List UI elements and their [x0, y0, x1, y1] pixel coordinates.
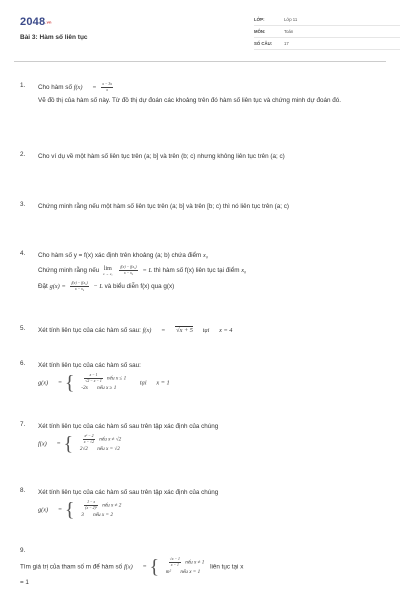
point: x = 1	[156, 379, 170, 387]
piecewise	[80, 434, 121, 454]
point: x = 4	[219, 327, 233, 334]
question-line	[38, 325, 382, 336]
denominator: x − 1	[170, 563, 179, 567]
numerator: x − 3x	[102, 82, 112, 86]
denominator: x − x₀	[75, 287, 85, 292]
numerator: x² − 2	[84, 434, 94, 438]
question-number: 9.	[20, 547, 26, 554]
question-body	[38, 250, 382, 292]
question-text: = 1	[20, 579, 29, 586]
question-text: thì hàm số f(x) liên tục tại điểm	[153, 267, 240, 275]
math-symbol: − L	[93, 283, 103, 291]
meta-key: MÔN:	[254, 29, 266, 34]
at-word: tại	[139, 379, 147, 387]
function-name: g(x)	[49, 283, 60, 291]
question-text: Chứng minh rằng nếu một hàm số liên tục trên (a; b] và trên [b; c) thì nó liên tục trên (a; c)	[38, 203, 289, 210]
question-text: Cho ví dụ về một hàm số liên tục trên (a; b] và trên (b; c) nhưng không liên tục trên (a; c)	[38, 153, 285, 160]
piecewise-line	[38, 500, 382, 520]
function-name: g(x)	[38, 506, 49, 514]
function-name: f(x)	[38, 440, 47, 448]
question-line	[38, 281, 382, 292]
expression: √x + 5	[176, 327, 193, 334]
limit	[103, 266, 113, 276]
meta-value: Lớp 11	[284, 17, 298, 22]
value: -2x	[81, 385, 88, 391]
equals-sign: =	[57, 506, 63, 514]
question-text: Chứng minh rằng nếu	[38, 267, 100, 275]
piecewise-row	[81, 373, 126, 384]
function-name: g(x)	[38, 379, 49, 387]
value: 2√2	[79, 446, 88, 452]
condition: nếu x = 2	[93, 512, 113, 518]
piecewise	[81, 373, 126, 393]
condition: nếu x ≤ 1	[107, 375, 127, 382]
question-line	[38, 265, 382, 276]
piecewise	[81, 500, 121, 520]
question-number: 1.	[20, 82, 26, 89]
header	[14, 12, 386, 56]
question-body	[20, 557, 382, 588]
condition: nếu x ≠ 1	[185, 559, 205, 566]
math-symbol: x₀	[241, 267, 247, 275]
numerator: 1 − x	[84, 500, 98, 506]
brace: {	[149, 556, 160, 578]
question-text: và biểu diễn f(x) qua g(x)	[104, 283, 175, 291]
limit-subscript: x → x₀	[103, 271, 113, 276]
header-divider	[14, 61, 386, 62]
numerator: f(x) − f(x₀)	[71, 281, 88, 286]
condition: nếu x = √2	[97, 446, 120, 452]
equals-sign: =	[142, 267, 147, 275]
limit-word: lim	[103, 265, 112, 272]
piecewise-row	[81, 384, 126, 393]
fraction	[101, 82, 113, 93]
brace: {	[64, 372, 75, 394]
fraction	[84, 500, 98, 511]
piecewise-line	[20, 557, 382, 577]
question-number: 3.	[20, 201, 26, 208]
fraction	[84, 373, 103, 384]
denominator: x − √2	[83, 440, 94, 444]
meta-key: LỚP:	[254, 17, 265, 22]
equals-sign: =	[61, 283, 66, 291]
denominator: √2 − x − 1	[85, 379, 102, 383]
logo-text: 2048	[20, 16, 46, 28]
question-text: Xét tính liên tục của các hàm số sau:	[38, 327, 141, 334]
question-body	[38, 325, 382, 336]
fraction	[119, 265, 137, 276]
equals-sign: =	[92, 84, 97, 92]
brace: {	[63, 433, 74, 455]
value: 3	[81, 512, 84, 518]
logo-suffix: .vn	[45, 19, 52, 25]
question-line	[38, 250, 382, 261]
brace: {	[64, 499, 75, 521]
piecewise-row	[166, 568, 205, 577]
piecewise-row	[166, 557, 205, 568]
piecewise-row	[81, 500, 121, 511]
piecewise	[166, 557, 205, 577]
question-number: 7.	[20, 421, 26, 428]
condition: nếu x ≠ √2	[99, 436, 122, 443]
meta-row-count	[254, 38, 400, 50]
fraction	[70, 281, 88, 292]
question-body	[38, 487, 382, 520]
condition: nếu x ≥ 1	[97, 385, 117, 391]
function-name: f(x)	[73, 84, 83, 92]
question-text: Vẽ đồ thị của hàm số này. Từ đồ thị dự đoán các khoảng trên đó hàm số liên tục và chứng minh dự đoán đó.	[38, 97, 341, 105]
document-title: Bài 3: Hàm số liên tục	[20, 34, 88, 41]
piecewise-line	[38, 434, 382, 454]
denominator: x − x₀	[123, 271, 134, 275]
meta-row-class	[254, 14, 400, 26]
equals-sign: =	[57, 379, 63, 387]
question-body	[38, 360, 382, 393]
meta-key: SỐ CÂU:	[254, 41, 273, 46]
function-name: f(x)	[142, 327, 152, 334]
piecewise-row	[80, 434, 121, 445]
meta-value: Toán	[284, 29, 294, 34]
numerator: x − 1	[84, 373, 103, 379]
question-number: 4.	[20, 250, 26, 257]
question-number: 5.	[20, 325, 26, 332]
meta-table	[254, 14, 400, 50]
question-body	[38, 421, 382, 454]
question-number: 6.	[20, 360, 26, 367]
condition: nếu x ≠ 2	[102, 502, 122, 509]
question-text: Đặt	[38, 283, 48, 291]
meta-value: 17	[284, 41, 289, 46]
question-body	[38, 151, 382, 162]
equals-sign: =	[56, 440, 61, 448]
equals-sign: =	[161, 327, 166, 334]
denominator: (x − 2)²	[85, 506, 97, 510]
question-line	[38, 82, 382, 93]
question-number: 2.	[20, 151, 26, 158]
site-logo[interactable]	[20, 16, 52, 28]
equals-sign: =	[142, 563, 147, 571]
condition: nếu x = 1	[180, 569, 201, 575]
fraction	[83, 434, 95, 445]
at-word: tại	[202, 327, 210, 334]
math-symbol: L	[148, 267, 152, 275]
fraction	[169, 557, 181, 568]
piecewise-row	[80, 445, 121, 454]
denominator: x	[106, 88, 108, 92]
math-symbol: x₀	[203, 252, 209, 259]
question-text: liên tục tại x	[210, 563, 244, 571]
question-body	[38, 82, 382, 106]
question-text: Cho hàm số	[38, 84, 72, 92]
meta-row-subject	[254, 26, 400, 38]
question-text: Xét tính liên tục của các hàm số sau trên tập xác định của chúng	[38, 489, 219, 496]
piecewise-row	[81, 511, 121, 520]
question-number: 8.	[20, 487, 26, 494]
numerator: √x − 1	[169, 557, 180, 561]
question-text: Xét tính liên tục của các hàm số sau:	[38, 362, 141, 369]
question-text: Xét tính liên tục của các hàm số sau trên tập xác định của chúng	[38, 423, 219, 430]
numerator: f(x) − f(x₀)	[120, 265, 137, 269]
question-text: Tìm giá trị của tham số m để hàm số	[20, 563, 123, 571]
value: m²	[165, 569, 172, 575]
question-text: Cho hàm số y = f(x) xác định trên khoảng (a; b) chứa điểm	[38, 252, 202, 259]
function-name: f(x)	[123, 563, 133, 571]
question-body	[38, 201, 382, 212]
piecewise-line	[38, 373, 382, 393]
